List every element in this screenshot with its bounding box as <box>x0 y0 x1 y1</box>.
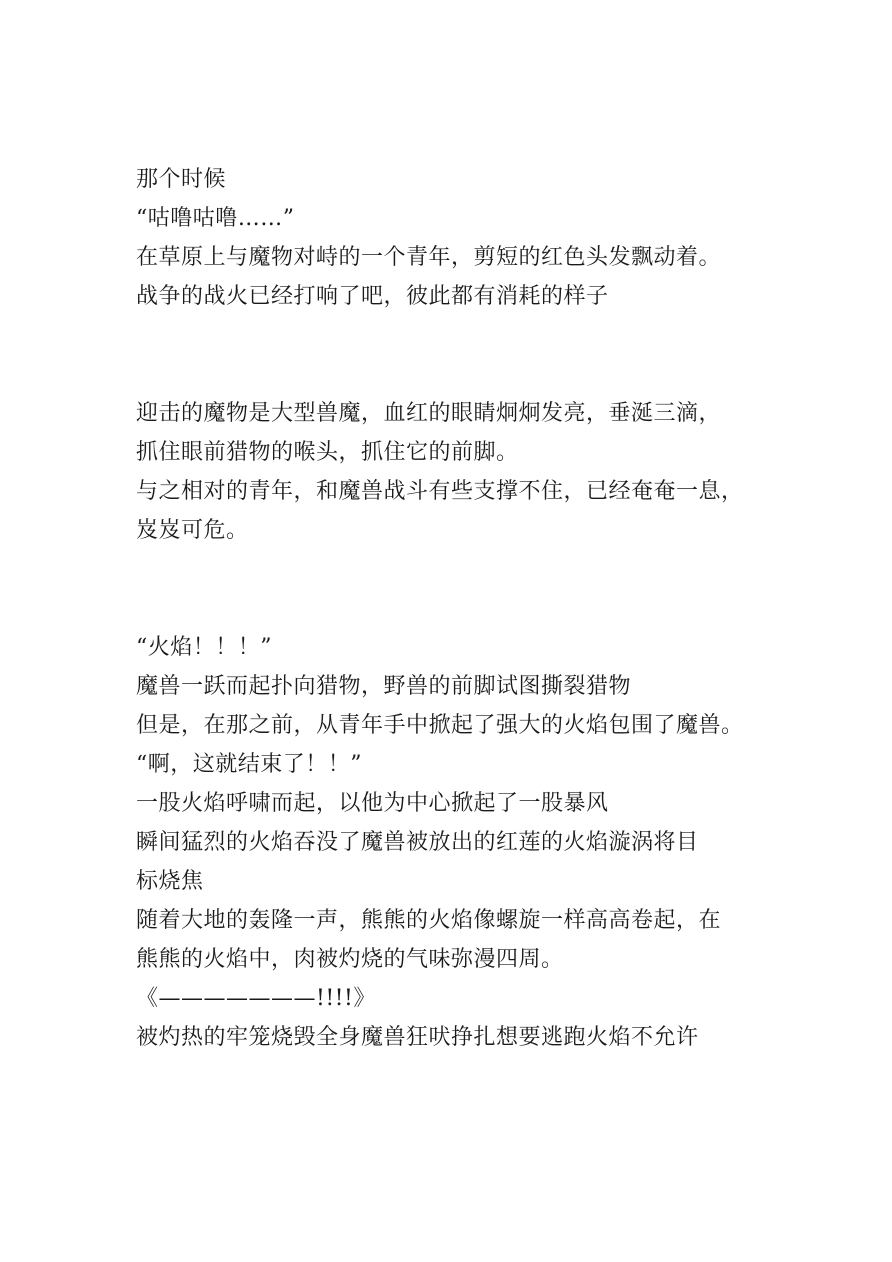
paragraph-gap <box>136 355 776 394</box>
text-line: “咕噜咕噜……” <box>136 206 295 231</box>
text-line: 《———————!!!!》 <box>136 986 376 1011</box>
text-line: 被灼热的牢笼烧毁全身魔兽狂吠挣扎想要逃跑火焰不允许 <box>136 1025 699 1050</box>
text-line: 抓住眼前猎物的喉头，抓住它的前脚。 <box>136 440 519 465</box>
text-line: 标烧焦 <box>136 869 204 894</box>
blank-line <box>136 550 776 589</box>
text-line: 岌岌可危。 <box>136 518 249 543</box>
text-line: 但是，在那之前，从青年手中掀起了强大的火焰包围了魔兽。 <box>136 713 744 738</box>
text-line: 一股火焰呼啸而起，以他为中心掀起了一股暴风 <box>136 791 609 816</box>
text-line: 熊熊的火焰中，肉被灼烧的气味弥漫四周。 <box>136 947 564 972</box>
text-line: 战争的战火已经打响了吧，彼此都有消耗的样子 <box>136 284 609 309</box>
text-line: 魔兽一跃而起扑向猎物，野兽的前脚试图撕裂猎物 <box>136 674 632 699</box>
text-line: “火焰！！！” <box>136 635 272 660</box>
text-line: 在草原上与魔物对峙的一个青年，剪短的红色头发飘动着。 <box>136 245 722 270</box>
story-text <box>136 160 776 1057</box>
paragraph-gap <box>136 589 776 628</box>
blank-line <box>136 316 776 355</box>
text-line: 瞬间猛烈的火焰吞没了魔兽被放出的红莲的火焰漩涡将目 <box>136 830 699 855</box>
text-line: “啊，这就结束了！！” <box>136 752 362 777</box>
text-line: 迎击的魔物是大型兽魔，血红的眼睛炯炯发亮，垂涎三滴， <box>136 401 722 426</box>
text-line: 与之相对的青年，和魔兽战斗有些支撑不住，已经奄奄一息， <box>136 479 744 504</box>
text-line: 那个时候 <box>136 167 227 192</box>
text-line: 随着大地的轰隆一声，熊熊的火焰像螺旋一样高高卷起，在 <box>136 908 722 933</box>
